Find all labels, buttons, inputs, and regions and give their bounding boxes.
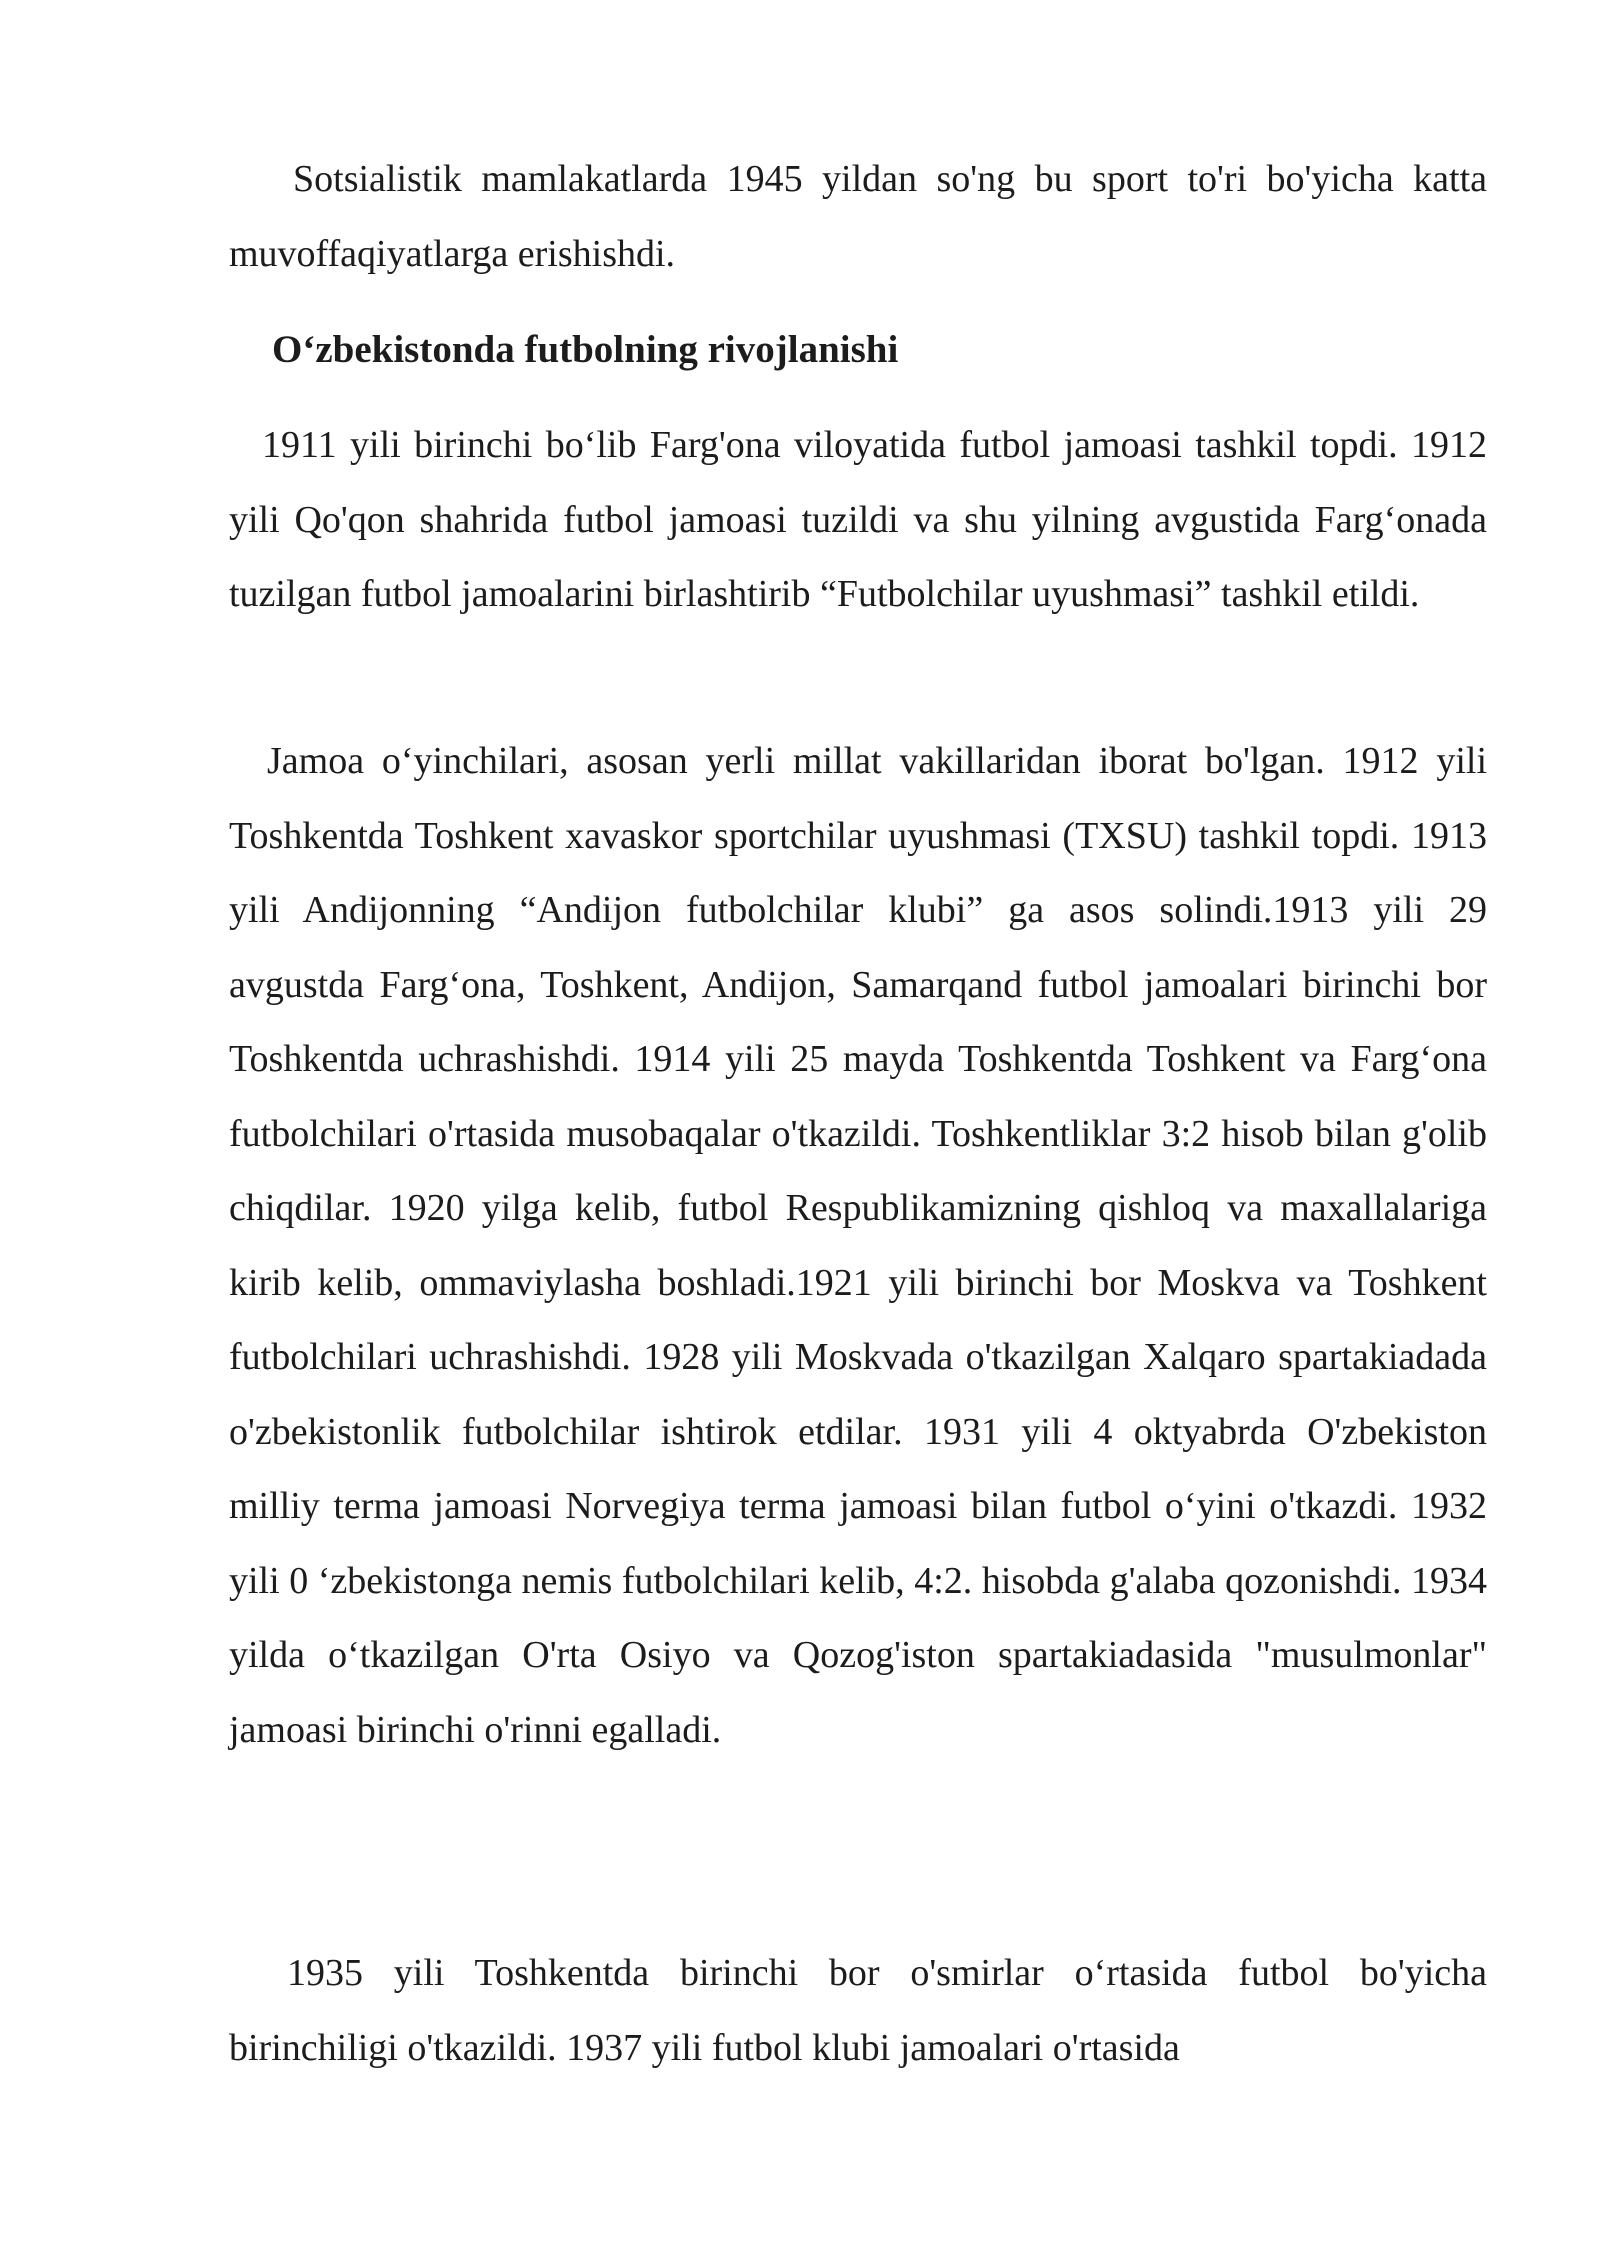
- paragraph-youth-championship: 1935 yili Toshkentda birinchi bor o'smirlar o‘rtasida futbol bo'yicha birinchiligi o'tkazildi. 1937 yili futbol klubi jamoalari o'rtasida: [229, 1952, 1487, 2069]
- paragraph-first-teams: 1911 yili birinchi bo‘lib Farg'ona viloyatida futbol jamoasi tashkil topdi. 1912 yili Qo'qon shahrida futbol jamoasi tuzildi va shu yilning avgustida Farg‘onada tuzilgan futbol jamoalarini birlashtirib “Futbolchilar uyushmasi” tashkil etildi.: [229, 424, 1487, 615]
- paragraph-history: Jamoa o‘yinchilari, asosan yerli millat vakillaridan iborat bo'lgan. 1912 yili Toshkentda Toshkent xavaskor sportchilar uyushmasi (TXSU) tashkil topdi. 1913 yili Andijonning “Andijon futbolchilar klubi” ga asos solindi.1913 yili 29 avgustda Farg‘ona, Toshkent, Andijon, Samarqand futbol jamoalari birinchi bor Toshkentda uchrashishdi. 1914 yili 25 mayda Toshkentda Toshkent va Farg‘ona futbolchilari o'rtasida musobaqalar o'tkazildi. Toshkentliklar 3:2 hisob bilan g'olib chiqdilar. 1920 yilga kelib, futbol Respublikamizning qishloq va maxallalariga kirib kelib, ommaviylasha boshladi.1921 yili birinchi bor Moskva va Toshkent futbolchilari uchrashishdi. 1928 yili Moskvada o'tkazilgan Xalqaro spartakiadada o'zbekistonlik futbolchilar ishtirok etdilar. 1931 yili 4 oktyabrda O'zbekiston milliy terma jamoasi Norvegiya terma jamoasi bilan futbol o‘yini o'tkazdi. 1932 yili 0 ‘zbekistonga nemis futbolchilari kelib, 4:2. hisobda g'alaba qozonishdi. 1934 yilda o‘tkazilgan O'rta Osiyo va Qozog'iston spartakiadasida "musulmonlar" jamoasi birinchi o'rinni egalladi.: [229, 740, 1487, 1751]
- paragraph-socialist-countries: Sotsialistik mamlakatlarda 1945 yildan so'ng bu sport to'ri bo'yicha katta muvoffaqiyatlarga erishishdi.: [229, 158, 1487, 275]
- section-heading: O‘zbekistonda futbolning rivojlanishi: [272, 328, 899, 371]
